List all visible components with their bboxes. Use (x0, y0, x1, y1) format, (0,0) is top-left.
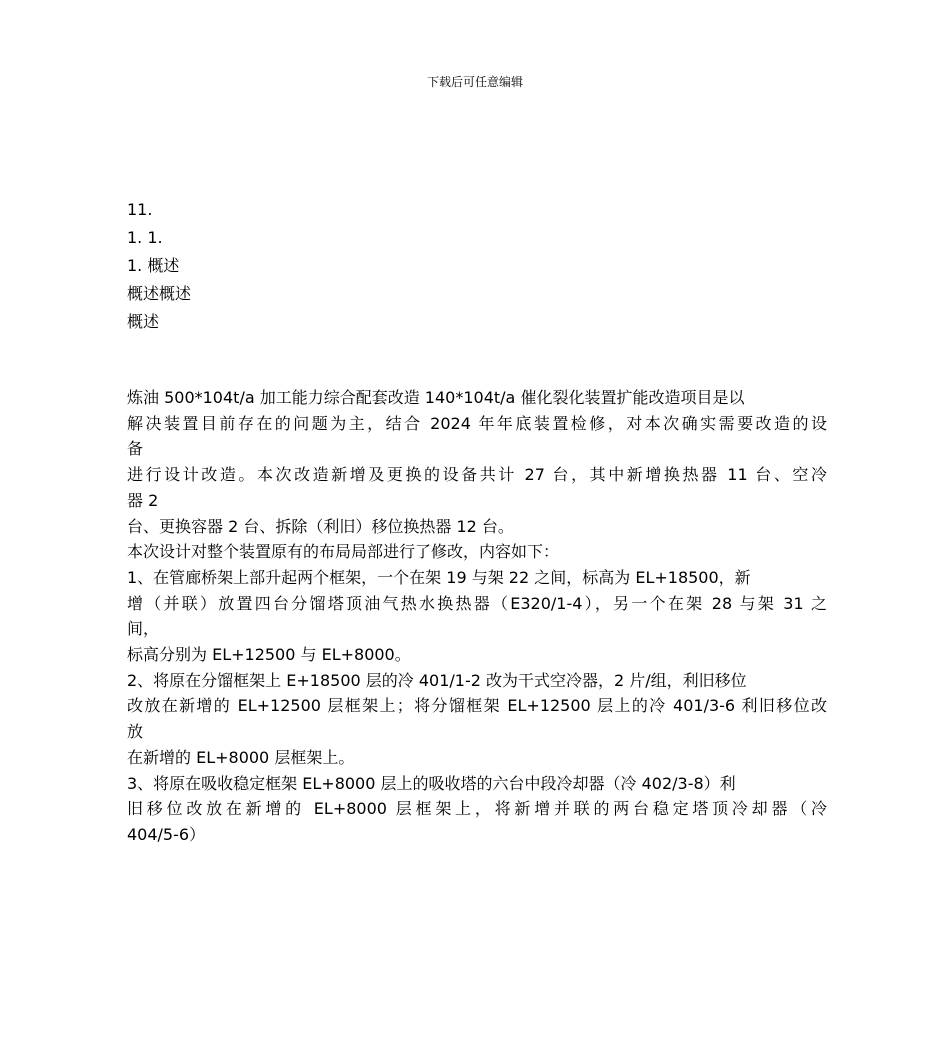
body-line: 3、将原在吸收稳定框架 EL+8000 层上的吸收塔的六台中段冷却器（冷 402/3-8）利 (127, 773, 736, 793)
body-text (127, 385, 827, 848)
heading-level-2: 1. 1. (127, 228, 163, 247)
body-line: 增（并联）放置四台分馏塔顶油气热水换热器（E320/1-4），另一个在架 28 与架 31 之 (127, 593, 827, 613)
body-line: 台、更换容器 2 台、拆除（利旧）移位换热器 12 台。 (127, 516, 514, 536)
heading-block (127, 196, 191, 336)
body-line: 旧移位改放在新增的 EL+8000 层框架上，将新增并联的两台稳定塔顶冷却器（冷 (127, 799, 827, 819)
heading-level-5: 概述 (127, 312, 160, 331)
body-line: 放 (127, 722, 144, 742)
body-line: 改放在新增的 EL+12500 层框架上；将分馏框架 EL+12500 层上的冷 401/3-6 利旧移位改 (127, 696, 827, 716)
body-line: 1、在管廊桥架上部升起两个框架，一个在架 19 与架 22 之间，标高为 EL+18500，新 (127, 567, 751, 587)
body-line: 解决装置目前存在的问题为主，结合 2024 年年底装置检修，对本次确实需要改造的设 (127, 413, 827, 433)
heading-level-1: 11. (127, 200, 153, 219)
body-line: 在新增的 EL+8000 层框架上。 (127, 747, 355, 767)
body-line: 间， (127, 619, 160, 639)
body-line: 炼油 500*104t/a 加工能力综合配套改造 140*104t/a 催化裂化装置扩能改造项目是以 (127, 388, 745, 407)
body-line: 备 (127, 439, 144, 459)
heading-level-4: 概述概述 (127, 284, 192, 303)
body-line: 标高分别为 EL+12500 与 EL+8000。 (127, 645, 411, 665)
body-line: 本次设计对整个装置原有的布局局部进行了修改，内容如下： (127, 542, 560, 562)
heading-level-3: 1. 概述 (127, 256, 180, 275)
body-line: 进行设计改造。本次改造新增及更换的设备共计 27 台，其中新增换热器 11 台、空冷 (127, 465, 827, 485)
body-line: 404/5-6） (127, 824, 206, 844)
body-line: 2、将原在分馏框架上 E+18500 层的冷 401/1-2 改为干式空冷器，2 片/组，利旧移位 (127, 670, 747, 690)
download-note: 下载后可任意编辑 (426, 75, 523, 89)
body-line: 器 2 (127, 490, 159, 510)
